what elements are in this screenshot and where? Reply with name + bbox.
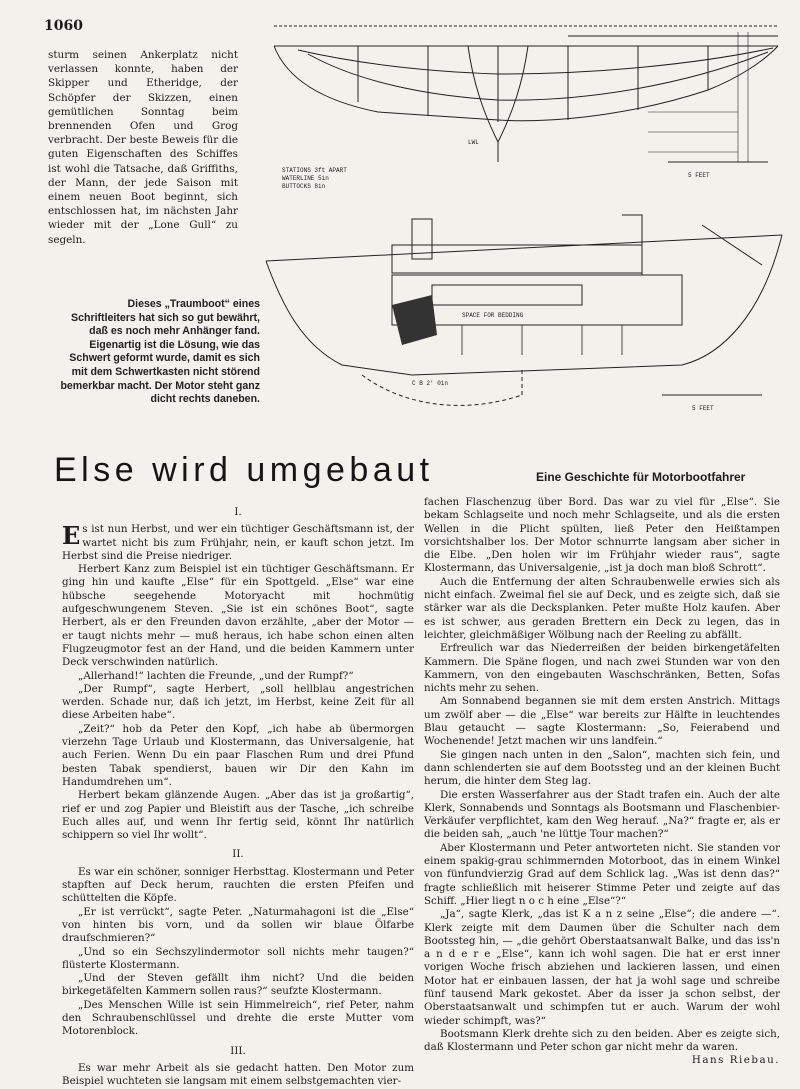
- paragraph: Es war ein schöner, sonniger Herbsttag. Klostermann und Peter stapften auf Deck herum, rauchten die ersten Pfeifen und schüttelten die Köpfe.: [62, 865, 414, 905]
- figure-caption: Dieses „Traumboot“ eines Schriftleiters hat sich so gut bewährt, daß es noch mehr Anhänger fand. Eigenartig ist die Lösung, wie das Schwert geformt wurde, damit es sich mit dem Schwertkasten nicht störend bemerkbar macht. Der Motor steht ganz dicht rechts daneben.: [60, 298, 260, 406]
- paragraph: Herbert bekam glänzende Augen. „Aber das ist ja großartig“, rief er und zog Papier und Bleistift aus der Tasche, „ich schreibe Euch alles auf, und wenn Ihr fertig seid, könnt Ihr natürlich schippern so viel Ihr wollt“.: [62, 789, 414, 842]
- paragraph: Es war mehr Arbeit als sie gedacht hatten. Den Motor zum Beispiel wuchteten sie langsam mit einem selbstgemachten vier-: [62, 1061, 414, 1088]
- author-signature: Hans Riebau.: [691, 1054, 780, 1067]
- paragraph: „Zeit?“ hob da Peter den Kopf, „ich habe ab übermorgen vierzehn Tage Urlaub und Klostermann, das Universalgenie, hat auch Ferien. Wenn Du ein paar Flaschen Rum und drei Pfund besten Tabak spendierst, bauen wir Dir den Kahn im Handumdrehen um“.: [62, 722, 414, 788]
- svg-text:STATIONS 3ft APART: STATIONS 3ft APART: [282, 167, 347, 174]
- paragraph: Es ist nun Herbst, und wer ein tüchtiger Geschäftsmann ist, der wartet nicht bis zum Frühjahr, nein, er kauft schon jetzt. Im Herbst sind die Preise niedriger.: [62, 521, 414, 562]
- svg-text:LWL: LWL: [468, 139, 479, 146]
- space-bedding-label: SPACE FOR BEDDING: [462, 312, 524, 319]
- section-heading: I.: [234, 506, 242, 518]
- intro-paragraph: sturm seinen Ankerplatz nicht verlassen konnte, haben der Skipper und Etheridge, der Schöpfer der Skizzen, einen gemütlichen Sonntag beim brennenden Ofen und Grog verbracht. Der beste Beweis für die guten Eigenschaften des Schiffes ist wohl die Tatsache, daß Griffiths, der Mann, der jede Saison mit einem neuen Boot beginnt, sich entschlossen hat, im nächsten Jahr wieder mit der „Lone Gull“ zu segeln.: [48, 49, 238, 246]
- paragraph: „Er ist verrückt“, sagte Peter. „Naturmahagoni ist die „Else“ von hinten bis vorn, und da sollen wir blaue Ölfarbe draufschmieren?“: [62, 905, 414, 945]
- article-column-right: [424, 496, 780, 1068]
- paragraph: „Allerhand!“ lachten die Freunde, „und der Rumpf?“: [78, 669, 354, 682]
- paragraph: „Ja“, sagte Klerk, „das ist K a n z seine „Else“; die andere —“. Klerk zeigte mit dem Daumen über die Schulter nach dem Bootssteg hin, — „die gehört Oberstaatsanwalt Balke, und das iss'n a n d e r e „Else“, kann ich wohl sagen. Die hat er erst inner vorigen Woche frisch abziehen und lackieren lassen, und einen Motor hat er einbauen lassen, der hat ja wohl sage und schreibe fünf tausend Mark gekostet. Aber da isser ja schon selbst, der Oberstaatsanwalt und schimpfen tut er auch. Warum der wohl wieder schimpft, was?“: [424, 908, 780, 1027]
- cb-label: C B 2' 0in: [412, 380, 449, 387]
- profile-arrangement-drawing: [262, 205, 790, 420]
- scale-label-top: 5 FEET: [688, 172, 710, 179]
- svg-text:BUTTOCKS 8in: BUTTOCKS 8in: [282, 183, 326, 190]
- article-title: Else wird umgebaut: [54, 451, 434, 489]
- scale-label-bottom: 5 FEET: [692, 405, 714, 412]
- drop-cap: E: [62, 521, 81, 551]
- paragraph: „Der Rumpf“, sagte Herbert, „soll hellblau angestrichen werden. Schade nur, daß ich jetzt, im Herbst, keine Zeit für all diese Arbeiten habe“.: [62, 682, 414, 722]
- paragraph: „Des Menschen Wille ist sein Himmelreich“, rief Peter, nahm den Schraubenschlüssel und drehte die erste Mutter vom Motorenblock.: [62, 998, 414, 1038]
- svg-text:WATERLINE 5in: WATERLINE 5in: [282, 175, 329, 182]
- paragraph: „Und der Steven gefällt ihm nicht? Und die beiden birkegetäfelten Kammern sollen raus?“ seufzte Klostermann.: [62, 972, 414, 998]
- paragraph: Am Sonnabend begannen sie mit dem ersten Anstrich. Mittags um zwölf aber — die „Else“ war bereits zur Hälfte in leuchtendes Blau getaucht — sagte Klostermann: „So, Feierabend und Wochenende! Jetzt machen wir uns landfein.“: [424, 695, 780, 748]
- paragraph: Auch die Entfernung der alten Schraubenwelle erwies sich als nicht einfach. Zweimal fiel sie auf Deck, und es zeigte sich, daß sie stärker war als die Decksplanken. Peter mußte Holz kaufen. Aber es ist schwer, aus geraden Brettern ein Deck zu legen, das in leichter, gleichmäßiger Wölbung nach der Reeling zu abfällt.: [424, 575, 780, 641]
- paragraph: Herbert Kanz zum Beispiel ist ein tüchtiger Geschäftsmann. Er ging hin und kaufte „Else“ für ein Spottgeld. „Else“ war eine hübsche seegehende Motoryacht mit hochmütig aufgeschwungenem Steven. „Sie ist ein schönes Boot“, sagte Herbert, als er den Freunden davon erzählte, „aber der Motor — er taugt nichts mehr — muß heraus, ich habe schon einen alten Flugzeugmotor fest an der Hand, und die beiden Kammern unter Deck verschwinden natürlich.: [62, 563, 414, 669]
- section-heading: III.: [230, 1044, 246, 1057]
- article-column-left: [62, 500, 414, 1088]
- paragraph: fachen Flaschenzug über Bord. Das war zu viel für „Else“. Sie bekam Schlagseite und noch mehr Schlagseite, und als die ersten Wellen in die Plicht spülten, ließ Peter den Heißtampen vorsichtshalber los. Der Motor schnurrte langsam aber sicher in die Elbe. „Den holen wir im Frühjahr wieder raus“, sagte Klostermann, das Universalgenie, „ist ja doch man bloß Schrott“.: [424, 496, 780, 575]
- paragraph: Die ersten Wasserfahrer aus der Stadt trafen ein. Auch der alte Klerk, Sonnabends und Sonntags als Bootsmann und Flaschenbier-Verkäufer verpflichtet, kam den Weg herauf. „Na?“ fragte er, als er die beiden sah, „auch 'ne lüttje Tour machen?“: [424, 788, 780, 841]
- lines-plan-drawing: [268, 12, 790, 200]
- article-subtitle: Eine Geschichte für Motorbootfahrer: [536, 470, 746, 484]
- paragraph: Bootsmann Klerk drehte sich zu den beiden. Aber es zeigte sich, daß Klostermann und Peter schon gar nicht mehr da waren.: [424, 1027, 780, 1054]
- paragraph: Aber Klostermann und Peter antworteten nicht. Sie standen vor einem spakig-grau schimmernden Motorboot, das in einem Winkel von fünfundvierzig Grad auf dem Schlick lag. „Was ist denn das?“ fragte schließlich mit heiserer Stimme Peter und zeigte auf das Schiff. „Hier liegt n o c h eine „Else“?“: [424, 841, 780, 907]
- paragraph: Erfreulich war das Niederreißen der beiden birkengetäfelten Kammern. Die Späne flogen, und nach zwei Stunden war von den Kammern, von den eingebauten Waschschränken, Betten, Sofas nichts mehr zu sehen.: [424, 642, 780, 695]
- paragraph: „Und so ein Sechszylindermotor soll nichts mehr taugen?“ flüsterte Klostermann.: [62, 945, 414, 971]
- page-number: 1060: [44, 18, 83, 34]
- section-heading: II.: [232, 848, 244, 861]
- paragraph: Sie gingen nach unten in den „Salon“, machten sich fein, und dann schlenderten sie auf dem Bootssteg und an der kleinen Bucht herum, die hinter dem Steg lag.: [424, 748, 780, 788]
